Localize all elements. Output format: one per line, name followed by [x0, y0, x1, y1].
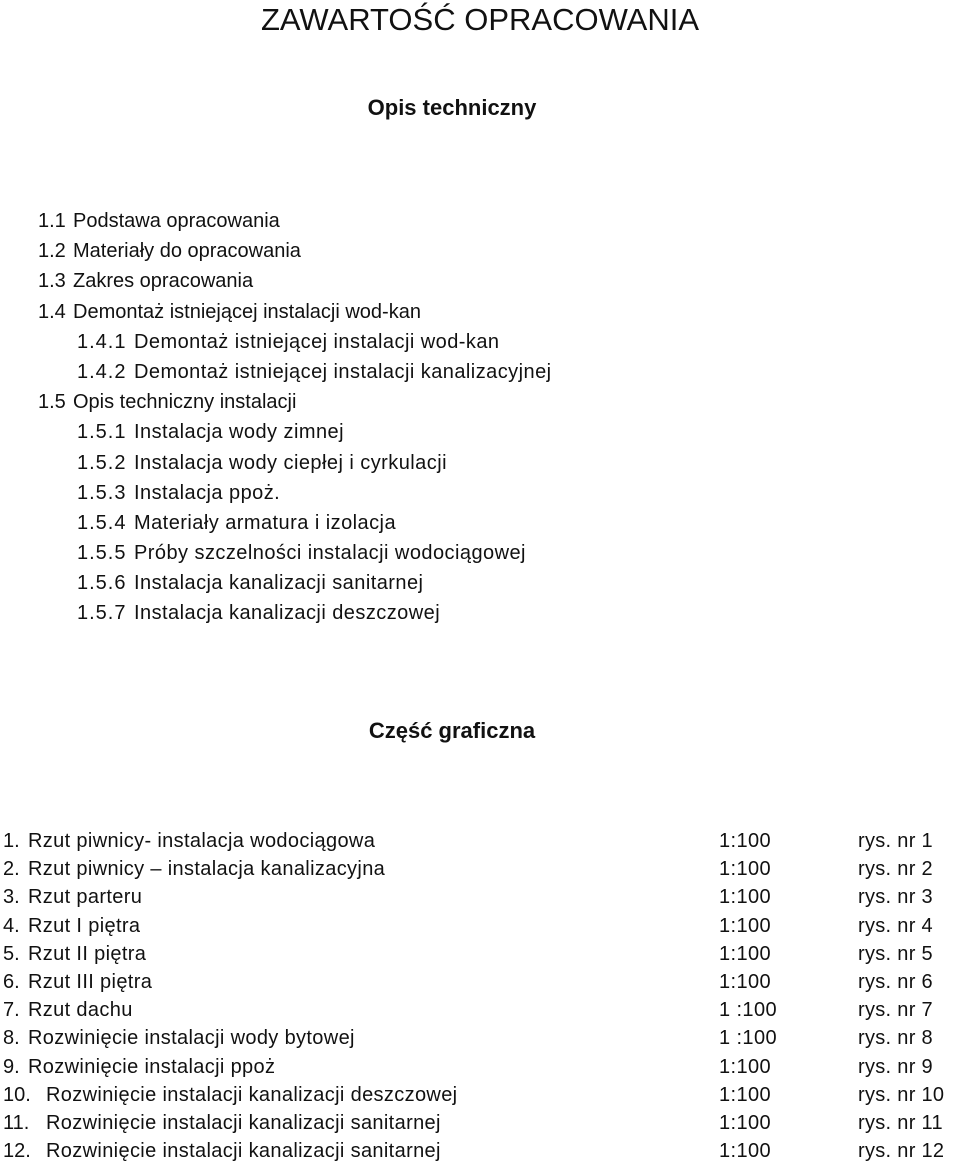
- toc-item: [0, 236, 700, 266]
- toc-item: [0, 598, 700, 628]
- drawing-scale: 1 :100: [719, 1027, 778, 1050]
- drawing-scale: 1:100: [719, 858, 772, 881]
- drawing-row: [0, 883, 960, 911]
- toc-text: Instalacja kanalizacji deszczowej: [134, 602, 441, 625]
- drawing-scale: 1:100: [719, 830, 772, 852]
- table-of-contents: [0, 206, 700, 629]
- drawing-number: 11.: [3, 1111, 30, 1134]
- drawing-sheet: rys. nr 8: [858, 1027, 933, 1050]
- toc-text: Instalacja wody zimnej: [134, 421, 344, 444]
- drawing-row: [0, 1024, 960, 1052]
- drawing-scale: 1:100: [719, 942, 772, 965]
- drawing-sheet: rys. nr 5: [858, 942, 933, 965]
- drawing-row: [0, 1137, 960, 1165]
- drawing-scale: 1:100: [719, 1083, 772, 1106]
- toc-text: Demontaż istniejącej instalacji kanalizacyjnej: [134, 360, 552, 383]
- drawing-scale: 1:100: [719, 970, 772, 993]
- drawing-number: 4.: [3, 914, 20, 937]
- drawing-list: [0, 827, 960, 1165]
- toc-item: [0, 297, 700, 327]
- toc-item: [0, 448, 700, 478]
- drawing-sheet: rys. nr 2: [858, 858, 933, 881]
- drawing-sheet: rys. nr 6: [858, 970, 933, 993]
- drawing-sheet: rys. nr 9: [858, 1055, 933, 1078]
- toc-text: Zakres opracowania: [73, 270, 254, 293]
- toc-number: 1.3: [38, 270, 66, 293]
- drawing-number: 10.: [3, 1083, 31, 1106]
- toc-number: 1.5: [38, 391, 66, 414]
- toc-item: [0, 538, 700, 568]
- toc-item: [0, 478, 700, 508]
- drawing-title: Rzut piwnicy- instalacja wodociągowa: [28, 830, 376, 852]
- toc-number: 1.5.6: [77, 572, 127, 595]
- technical-description-heading: Opis techniczny: [367, 95, 537, 120]
- toc-text: Demontaż istniejącej instalacji wod-kan: [134, 330, 500, 353]
- drawing-number: 5.: [3, 942, 20, 965]
- drawing-row: [0, 1081, 960, 1109]
- drawing-number: 7.: [3, 999, 20, 1022]
- drawing-scale: 1:100: [719, 1140, 772, 1163]
- drawing-row: [0, 1109, 960, 1137]
- toc-text: Materiały armatura i izolacja: [134, 511, 397, 534]
- toc-item: [0, 206, 700, 236]
- drawing-title: Rzut II piętra: [28, 942, 147, 965]
- drawing-number: 6.: [3, 970, 20, 993]
- drawing-scale: 1 :100: [719, 999, 778, 1022]
- toc-text: Instalacja wody ciepłej i cyrkulacji: [134, 451, 447, 474]
- drawing-scale: 1:100: [719, 1055, 772, 1078]
- drawing-number: 1.: [3, 830, 20, 852]
- drawing-row: [0, 827, 960, 855]
- drawing-sheet: rys. nr 10: [858, 1083, 945, 1106]
- page-title: ZAWARTOŚĆ OPRACOWANIA: [260, 2, 700, 37]
- toc-text: Materiały do opracowania: [73, 240, 301, 263]
- toc-text: Próby szczelności instalacji wodociągowej: [134, 542, 526, 565]
- drawing-title: Rzut III piętra: [28, 970, 153, 993]
- toc-item: [0, 417, 700, 447]
- drawing-row: [0, 940, 960, 968]
- drawing-title: Rozwinięcie instalacji ppoż: [28, 1055, 276, 1078]
- drawing-title: Rozwinięcie instalacji kanalizacji deszczowej: [46, 1083, 458, 1106]
- drawing-number: 9.: [3, 1055, 20, 1078]
- drawing-number: 12.: [3, 1140, 31, 1163]
- drawing-row: [0, 1053, 960, 1081]
- drawing-title: Rzut piwnicy – instalacja kanalizacyjna: [28, 858, 386, 881]
- toc-number: 1.1: [38, 210, 66, 232]
- graphic-part-heading: Część graficzna: [368, 718, 536, 743]
- drawing-scale: 1:100: [719, 914, 772, 937]
- drawing-sheet: rys. nr 1: [858, 830, 933, 852]
- toc-item: [0, 508, 700, 538]
- drawing-sheet: rys. nr 7: [858, 999, 933, 1022]
- toc-text: Opis techniczny instalacji: [73, 391, 297, 414]
- drawing-row: [0, 912, 960, 940]
- drawing-scale: 1:100: [719, 1111, 772, 1134]
- drawing-sheet: rys. nr 11: [858, 1111, 943, 1134]
- drawing-title: Rzut dachu: [28, 999, 133, 1022]
- toc-number: 1.5.1: [77, 421, 127, 444]
- drawing-title: Rozwinięcie instalacji wody bytowej: [28, 1027, 355, 1050]
- drawing-title: Rozwinięcie instalacji kanalizacji sanitarnej: [46, 1111, 441, 1134]
- drawing-row: [0, 968, 960, 996]
- toc-number: 1.4.2: [77, 360, 127, 383]
- drawing-number: 2.: [3, 858, 20, 881]
- drawing-title: Rzut parteru: [28, 886, 143, 909]
- toc-number: 1.5.7: [77, 602, 127, 625]
- toc-item: [0, 568, 700, 598]
- drawing-sheet: rys. nr 12: [858, 1140, 945, 1163]
- drawing-row: [0, 855, 960, 883]
- toc-item: [0, 266, 700, 296]
- drawing-title: Rozwinięcie instalacji kanalizacji sanitarnej: [46, 1140, 441, 1163]
- drawing-scale: 1:100: [719, 886, 772, 909]
- toc-number: 1.4: [38, 300, 66, 323]
- drawing-title: Rzut I piętra: [28, 914, 141, 937]
- toc-number: 1.5.4: [77, 511, 127, 534]
- toc-text: Instalacja ppoż.: [134, 481, 281, 504]
- toc-number: 1.4.1: [77, 330, 127, 353]
- drawing-number: 3.: [3, 886, 20, 909]
- drawing-sheet: rys. nr 4: [858, 914, 933, 937]
- toc-number: 1.5.5: [77, 542, 127, 565]
- toc-item: [0, 327, 700, 357]
- toc-number: 1.5.2: [77, 451, 127, 474]
- toc-text: Demontaż istniejącej instalacji wod-kan: [73, 300, 421, 323]
- drawing-number: 8.: [3, 1027, 20, 1050]
- toc-item: [0, 357, 700, 387]
- drawing-row: [0, 996, 960, 1024]
- toc-text: Podstawa opracowania: [73, 210, 280, 232]
- toc-number: 1.5.3: [77, 481, 127, 504]
- toc-text: Instalacja kanalizacji sanitarnej: [134, 572, 424, 595]
- toc-item: [0, 387, 700, 417]
- toc-number: 1.2: [38, 240, 66, 263]
- drawing-sheet: rys. nr 3: [858, 886, 933, 909]
